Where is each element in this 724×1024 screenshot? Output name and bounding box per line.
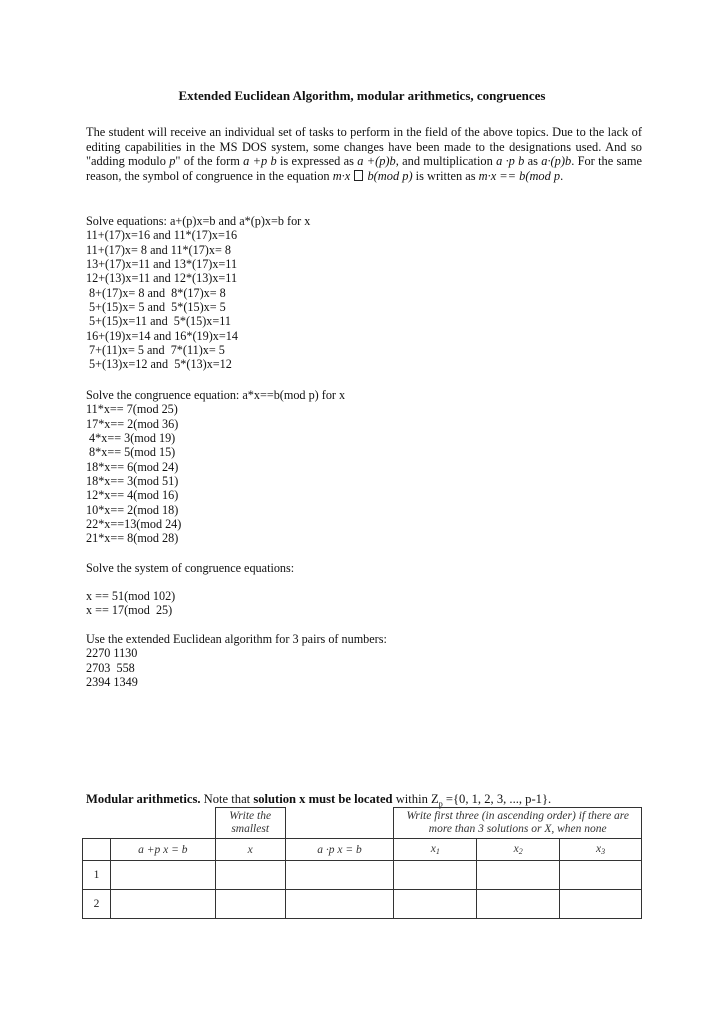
congruence-line: 21*x== 8(mod 28) <box>86 531 179 546</box>
header-blank <box>83 839 111 861</box>
congruence-line: 10*x== 2(mod 18) <box>86 502 179 517</box>
page-title: Extended Euclidean Algorithm, modular arithmetics, congruences <box>178 88 546 103</box>
row-number: 2 <box>83 890 111 919</box>
intro-add-form: a +p b <box>243 154 277 169</box>
header-mul-equation: a ·p x = b <box>285 839 394 861</box>
intro-p-var: p <box>169 154 176 169</box>
answer-cell[interactable] <box>110 861 215 890</box>
modular-subscript: p <box>438 799 443 809</box>
answer-table <box>82 807 642 919</box>
number-pair: 2703 558 <box>86 660 135 675</box>
answer-cell[interactable] <box>110 890 215 919</box>
intro-text: is expressed as <box>276 154 358 169</box>
congruence-line: 8*x== 5(mod 15) <box>86 445 176 460</box>
answer-cell[interactable] <box>394 861 477 890</box>
modular-text: ={0, 1, 2, 3, ..., p-1}. <box>442 792 552 806</box>
system-section <box>86 561 294 575</box>
row-number: 1 <box>83 861 111 890</box>
system-equations <box>86 589 175 618</box>
intro-mul-ms: a·(p)b <box>541 154 572 169</box>
section-heading: Solve equations: a+(p)x=b and a*(p)x=b for x <box>86 214 311 228</box>
intro-mul-form: a ·p b <box>496 154 525 169</box>
header-x2: $x_2$ <box>477 839 560 861</box>
intro-add-ms: a +(p)b <box>357 154 396 169</box>
header-add-equation: a +p x = b <box>110 839 215 861</box>
answer-cell[interactable] <box>285 890 394 919</box>
equation-line: 12+(13)x=11 and 12*(13)x=11 <box>86 271 238 286</box>
number-pair: 2394 1349 <box>86 675 138 690</box>
congruence-line: 17*x== 2(mod 36) <box>86 416 179 431</box>
equation-line: 7+(11)x= 5 and 7*(11)x= 5 <box>86 343 225 358</box>
equation-line: 16+(19)x=14 and 16*(19)x=14 <box>86 328 238 343</box>
header-x1: $x_1$ <box>394 839 477 861</box>
intro-text: as <box>524 154 542 169</box>
header-x: x <box>215 839 285 861</box>
intro-text: . For the same reason, the symbol of congruence in the equation <box>86 154 642 183</box>
header-first-three: Write first three (in ascending order) if there are more than 3 solutions or X, when none <box>394 808 642 839</box>
equation-line: 8+(17)x= 8 and 8*(17)x= 8 <box>86 285 226 300</box>
table-row <box>83 890 642 919</box>
answer-cell[interactable] <box>285 861 394 890</box>
table-row <box>83 861 642 890</box>
congruence-line: 18*x== 3(mod 51) <box>86 474 179 489</box>
congruence-line: 12*x== 4(mod 16) <box>86 488 179 503</box>
answer-cell[interactable] <box>477 890 560 919</box>
system-line: x == 17(mod 25) <box>86 603 173 618</box>
missing-glyph-icon <box>354 170 363 181</box>
answer-cell[interactable] <box>560 890 642 919</box>
header-x3: $x_3$ <box>560 839 642 861</box>
equation-line: 5+(15)x= 5 and 5*(15)x= 5 <box>86 300 226 315</box>
euclid-section <box>86 632 387 689</box>
congruence-line: 22*x==13(mod 24) <box>86 517 182 532</box>
answer-cell[interactable] <box>394 890 477 919</box>
intro-text: is written as <box>412 168 479 183</box>
intro-text: , and multiplication <box>395 154 497 169</box>
congruences-section <box>86 388 345 546</box>
equation-line: 5+(15)x=11 and 5*(15)x=11 <box>86 314 231 329</box>
modular-text: Note that <box>200 792 254 806</box>
modular-bold-note: solution x must be located <box>253 792 393 806</box>
answer-cell[interactable] <box>477 861 560 890</box>
equation-line: 11+(17)x=16 and 11*(17)x=16 <box>86 228 238 243</box>
modular-label: Modular arithmetics. <box>86 792 201 806</box>
section-heading: Use the extended Euclidean algorithm for 3 pairs of numbers: <box>86 632 387 646</box>
equation-line: 13+(17)x=11 and 13*(17)x=11 <box>86 257 238 272</box>
section-heading: Solve the system of congruence equations: <box>86 561 295 575</box>
answer-cell[interactable] <box>215 890 285 919</box>
intro-text: " of the form <box>175 154 244 169</box>
equation-line: 5+(13)x=12 and 5*(13)x=12 <box>86 357 232 372</box>
congruence-line: 11*x== 7(mod 25) <box>86 402 178 417</box>
intro-text: The student will receive an individual set of tasks to perform in the field of the above topics. Due to the lack of editing capabilities in the MS DOS system, some changes have been made to the designations used. And so "adding modulo <box>86 125 642 169</box>
section-heading: Solve the congruence equation: a*x==b(mod p) for x <box>86 388 346 402</box>
intro-cong-ms: m·x == b(mod p <box>478 168 561 183</box>
equation-line: 11+(17)x= 8 and 11*(17)x= 8 <box>86 242 231 257</box>
intro-paragraph <box>86 125 642 183</box>
congruence-line: 4*x== 3(mod 19) <box>86 431 176 446</box>
number-pair: 2270 1130 <box>86 646 138 661</box>
equations-section <box>86 214 310 372</box>
congruence-line: 18*x== 6(mod 24) <box>86 459 179 474</box>
answer-cell[interactable] <box>215 861 285 890</box>
intro-text: . <box>560 168 564 183</box>
system-line: x == 51(mod 102) <box>86 589 176 603</box>
intro-cong-left: m·x <box>332 168 351 183</box>
header-smallest: Write the smallest <box>215 808 285 839</box>
modular-text: within Z <box>392 792 439 806</box>
intro-cong-right: b(mod p) <box>367 168 413 183</box>
answer-cell[interactable] <box>560 861 642 890</box>
